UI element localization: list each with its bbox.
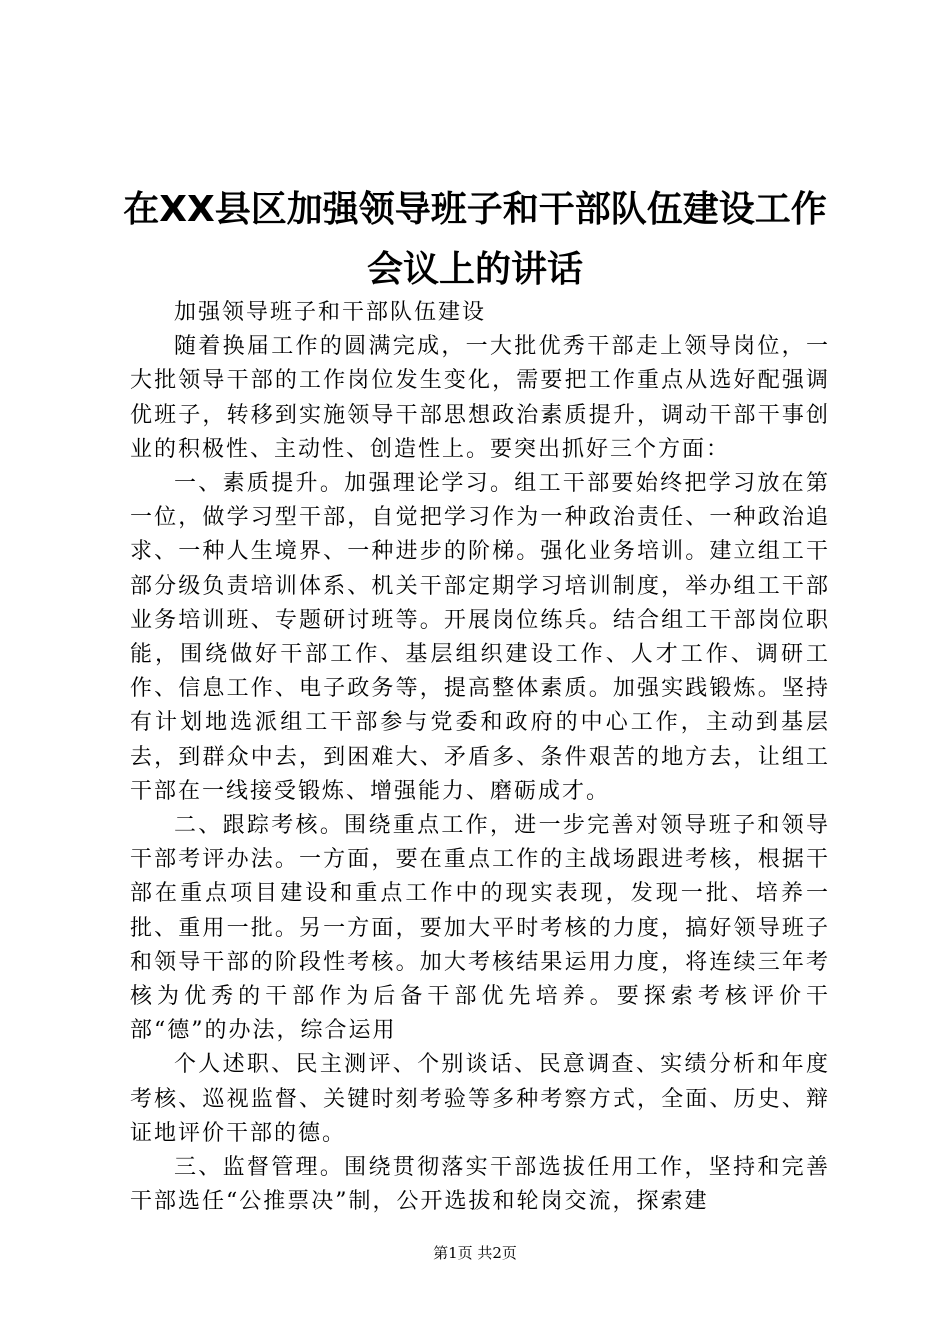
section-three-paragraph: 三、监督管理。围绕贯彻落实干部选拔任用工作，坚持和完善干部选任“公推票决”制，公开选拔和轮岗交流，探索建: [130, 1155, 830, 1215]
section-one-paragraph: 一、素质提升。加强理论学习。组工干部要始终把学习放在第一位，做学习型干部，自觉把学习作为一种政治责任、一种政治追求、一种人生境界、一种进步的阶梯。强化业务培训。建立组工干部分级负责培训体系、机关干部定期学习培训制度，举办组工干部业务培训班、专题研讨班等。开展岗位练兵。结合组工干部岗位职能，围绕做好干部工作、基层组织建设工作、人才工作、调研工作、信息工作、电子政务等，提高整体素质。加强实践锻炼。坚持有计划地选派组工干部参与党委和政府的中心工作，主动到基层去，到群众中去，到困难大、矛盾多、条件艰苦的地方去，让组工干部在一线接受锻炼、增强能力、磨砺成才。: [130, 471, 830, 804]
document-title-line-1: 在XX县区加强领导班子和干部队伍建设工作: [123, 189, 827, 230]
document-body: [130, 296, 830, 1219]
section-two-continued-paragraph: 个人述职、民主测评、个别谈话、民意调查、实绩分析和年度考核、巡视监督、关键时刻考验等多种考察方式，全面、历史、辩证地评价干部的德。: [130, 1052, 830, 1146]
intro-paragraph: 随着换届工作的圆满完成，一大批优秀干部走上领导岗位，一大批领导干部的工作岗位发生变化，需要把工作重点从选好配强调优班子，转移到实施领导干部思想政治素质提升，调动干部干事创业的积极性、主动性、创造性上。要突出抓好三个方面：: [130, 334, 830, 462]
page-number-footer: 第1页 共2页: [433, 1244, 517, 1262]
section-two-paragraph: 二、跟踪考核。围绕重点工作，进一步完善对领导班子和领导干部考评办法。一方面，要在重点工作的主战场跟进考核，根据干部在重点项目建设和重点工作中的现实表现，发现一批、培养一批、重用一批。另一方面，要加大平时考核的力度，搞好领导班子和领导干部的阶段性考核。加大考核结果运用力度，将连续三年考核为优秀的干部作为后备干部优先培养。要探索考核评价干部“德”的办法，综合运用: [130, 813, 830, 1044]
subtitle-paragraph: 加强领导班子和干部队伍建设: [174, 300, 487, 325]
document-title-line-2: 会议上的讲话: [366, 249, 583, 290]
